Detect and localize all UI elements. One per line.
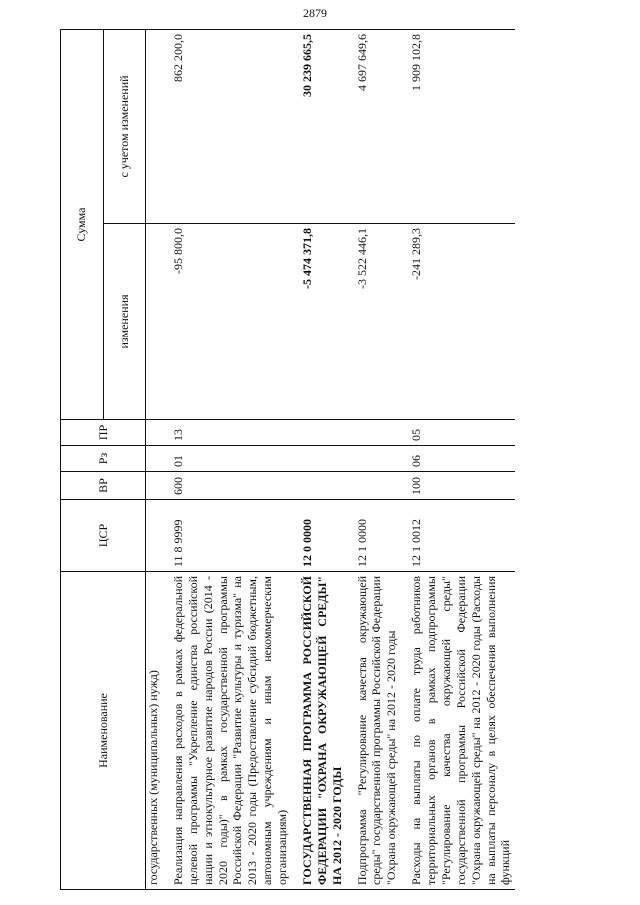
rotated-document-sheet <box>60 30 640 890</box>
row-vr: 100 <box>401 472 515 500</box>
table-body <box>146 29 516 889</box>
row-total <box>146 29 163 223</box>
row-rz: 01 <box>163 446 292 472</box>
row-vr <box>292 472 347 500</box>
row-changes: -5 474 371,8 <box>292 224 347 420</box>
row-pr <box>347 420 402 446</box>
row-rz <box>146 446 163 472</box>
row-rz <box>347 446 402 472</box>
table-header <box>61 29 146 889</box>
row-total: 4 697 649,6 <box>347 29 402 223</box>
header-name: Наименование <box>61 572 146 890</box>
header-pr: ПР <box>61 420 146 446</box>
row-total: 1 909 102,8 <box>401 29 515 223</box>
row-csr <box>146 500 163 572</box>
table-row <box>163 29 292 889</box>
row-changes: -241 289,3 <box>401 224 515 420</box>
header-with-changes: с учетом изменений <box>103 29 146 223</box>
header-sum: Сумма <box>61 29 104 419</box>
row-name: Подпрограмма "Регулирование качества окружающей среды" государственной программы Российской Федерации "Охрана окружающей среды" на 2012 - 2020 годы <box>347 572 402 890</box>
row-rz: 06 <box>401 446 515 472</box>
row-vr: 600 <box>163 472 292 500</box>
row-changes <box>146 224 163 420</box>
row-csr: 12 0 0000 <box>292 500 347 572</box>
row-csr: 12 1 0000 <box>347 500 402 572</box>
budget-table <box>60 29 515 890</box>
row-name: Реализация направления расходов в рамках федеральной целевой программы "Укрепление единства российской нации и этнокультурное развитие народов России (2014 - 2020 годы)" в рамках государственной программы Российской Федерации "Развитие культуры и туризма" на 2013 - 2020 годы (Предоставление субсидий бюджетным, автономным учреждениям и иным некоммерческим организациям) <box>163 572 292 890</box>
row-pr: 13 <box>163 420 292 446</box>
row-changes: -3 522 446,1 <box>347 224 402 420</box>
row-pr <box>292 420 347 446</box>
header-changes: изменения <box>103 224 146 420</box>
row-rz <box>292 446 347 472</box>
row-pr <box>146 420 163 446</box>
table-row <box>401 29 515 889</box>
header-csr: ЦСР <box>61 500 146 572</box>
header-vr: ВР <box>61 472 146 500</box>
row-csr: 11 8 9999 <box>163 500 292 572</box>
header-rz: Рз <box>61 446 146 472</box>
row-vr <box>347 472 402 500</box>
row-total: 862 200,0 <box>163 29 292 223</box>
row-name: ГОСУДАРСТВЕННАЯ ПРОГРАММА РОССИЙСКОЙ ФЕДЕРАЦИИ "ОХРАНА ОКРУЖАЮЩЕЙ СРЕДЫ" НА 2012 - 2020 ГОДЫ <box>292 572 347 890</box>
row-changes: -95 800,0 <box>163 224 292 420</box>
table-row <box>347 29 402 889</box>
table-row <box>292 29 347 889</box>
row-pr: 05 <box>401 420 515 446</box>
row-name: Расходы на выплаты по оплате труда работников территориальных органов в рамках подпрограммы "Регулирование качества окружающей среды" государственной программы Российской Федерации "Охрана окружающей среды" на 2012 - 2020 годы (Расходы на выплаты персоналу в целях обеспечения выполнения функций <box>401 572 515 890</box>
row-vr <box>146 472 163 500</box>
row-name: государственных (муниципальных) нужд) <box>146 572 163 890</box>
table-row <box>146 29 163 889</box>
row-total: 30 239 665,5 <box>292 29 347 223</box>
row-csr: 12 1 0012 <box>401 500 515 572</box>
page-number: 2879 <box>303 6 327 20</box>
